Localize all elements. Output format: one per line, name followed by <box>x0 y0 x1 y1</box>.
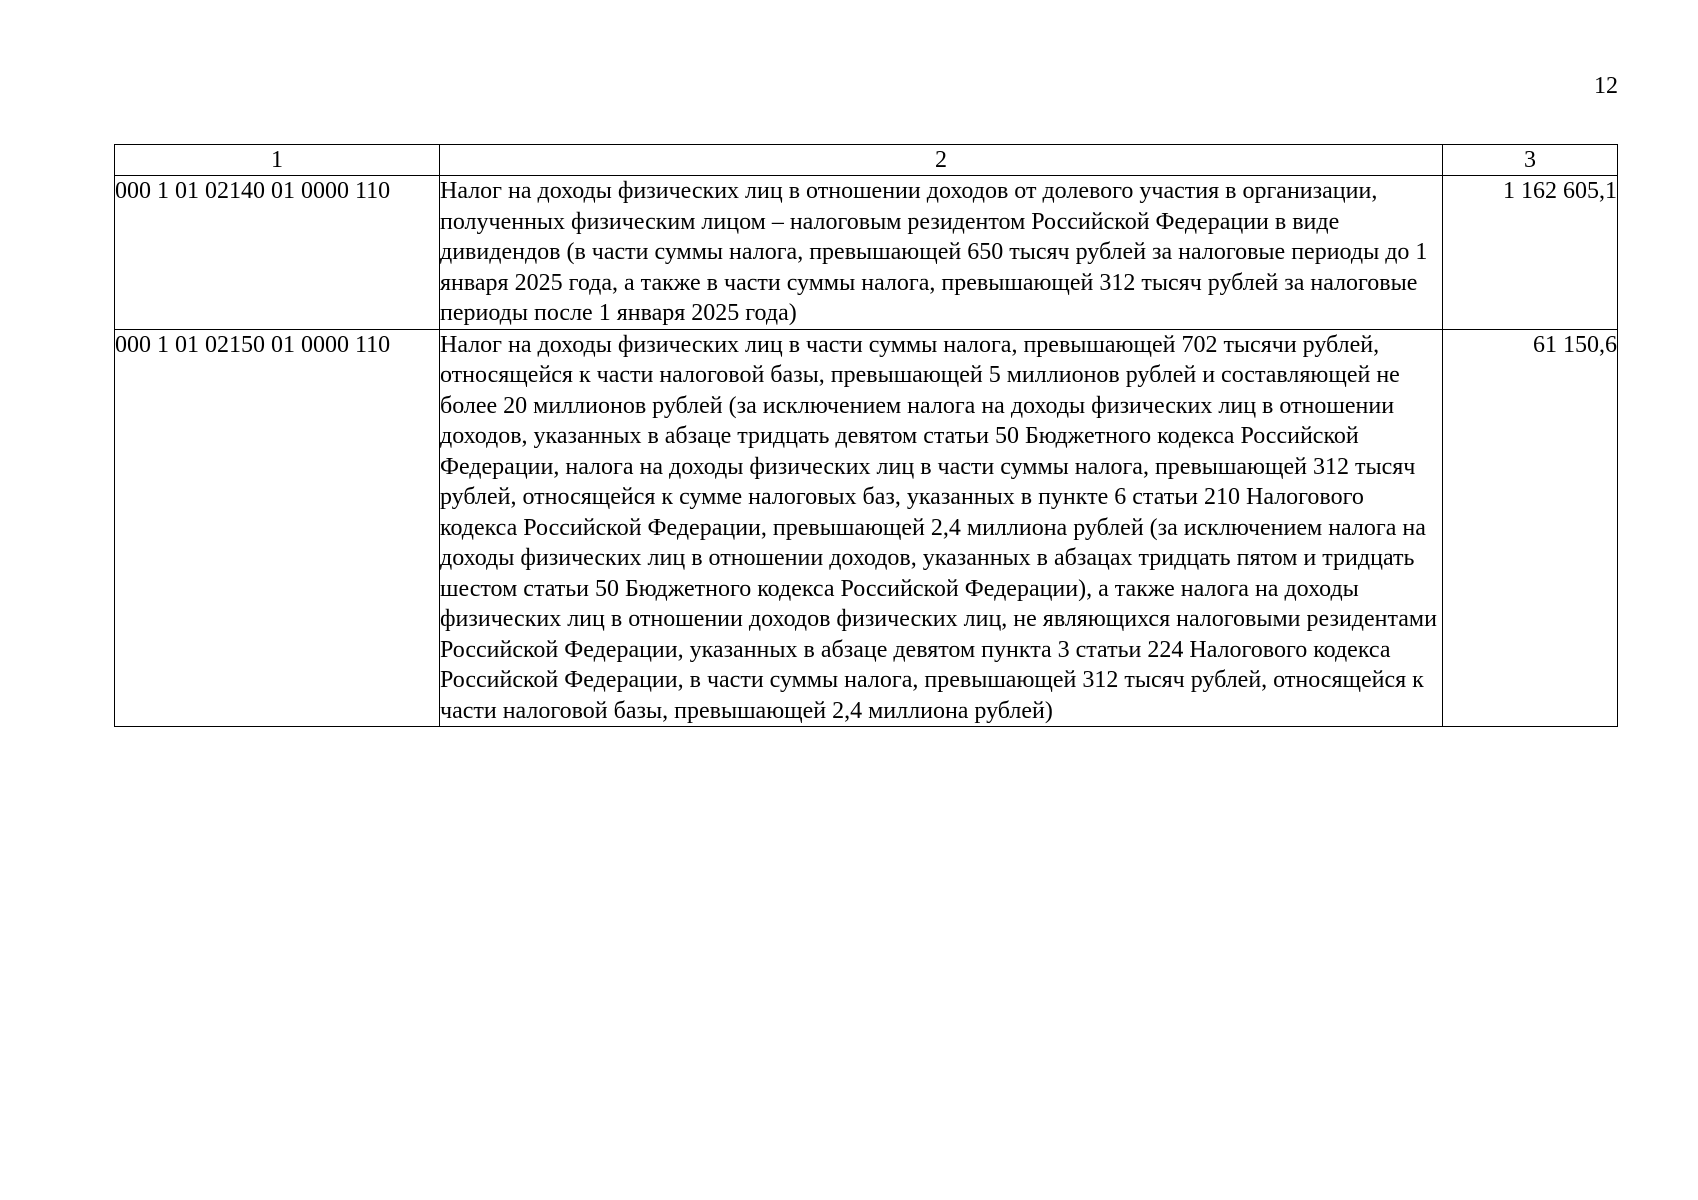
revenue-description-cell: Налог на доходы физических лиц в части суммы налога, превышающей 702 тысячи рублей, относящейся к части налоговой базы, превышающей 5 миллионов рублей и составляющей не более 20 миллионов рублей (за исключением налога на доходы физических лиц в отношении доходов, указанных в абзаце тридцать девятом статьи 50 Бюджетного кодекса Российской Федерации, налога на доходы физических лиц в части суммы налога, превышающей 312 тысяч рублей, относящейся к сумме налоговых баз, указанных в пункте 6 статьи 210 Налогового кодекса Российской Федерации, превышающей 2,4 миллиона рублей (за исключением налога на доходы физических лиц в отношении доходов, указанных в абзацах тридцать пятом и тридцать шестом статьи 50 Бюджетного кодекса Российской Федерации), а также налога на доходы физических лиц в отношении доходов физических лиц, не являющихся налоговыми резидентами Российской Федерации, указанных в абзаце девятом пункта 3 статьи 224 Налогового кодекса Российской Федерации, в части суммы налога, превышающей 312 тысяч рублей, относящейся к части налоговой базы, превышающей 2,4 миллиона рублей) <box>440 329 1443 727</box>
column-header-2: 2 <box>440 145 1443 176</box>
table-row <box>115 176 1618 330</box>
table-header-row <box>115 145 1618 176</box>
column-header-3: 3 <box>1443 145 1618 176</box>
table-row <box>115 329 1618 727</box>
revenue-description-cell: Налог на доходы физических лиц в отношении доходов от долевого участия в организации, полученных физическим лицом – налоговым резидентом Российской Федерации в виде дивидендов (в части суммы налога, превышающей 650 тысяч рублей за налоговые периоды до 1 января 2025 года, а также в части суммы налога, превышающей 312 тысяч рублей за налоговые периоды после 1 января 2025 года) <box>440 176 1443 330</box>
classification-code-cell: 000 1 01 02140 01 0000 110 <box>115 176 440 330</box>
amount-cell: 1 162 605,1 <box>1443 176 1618 330</box>
page-number: 12 <box>1594 73 1618 99</box>
budget-revenue-table <box>114 144 1618 727</box>
amount-cell: 61 150,6 <box>1443 329 1618 727</box>
column-header-1: 1 <box>115 145 440 176</box>
classification-code-cell: 000 1 01 02150 01 0000 110 <box>115 329 440 727</box>
